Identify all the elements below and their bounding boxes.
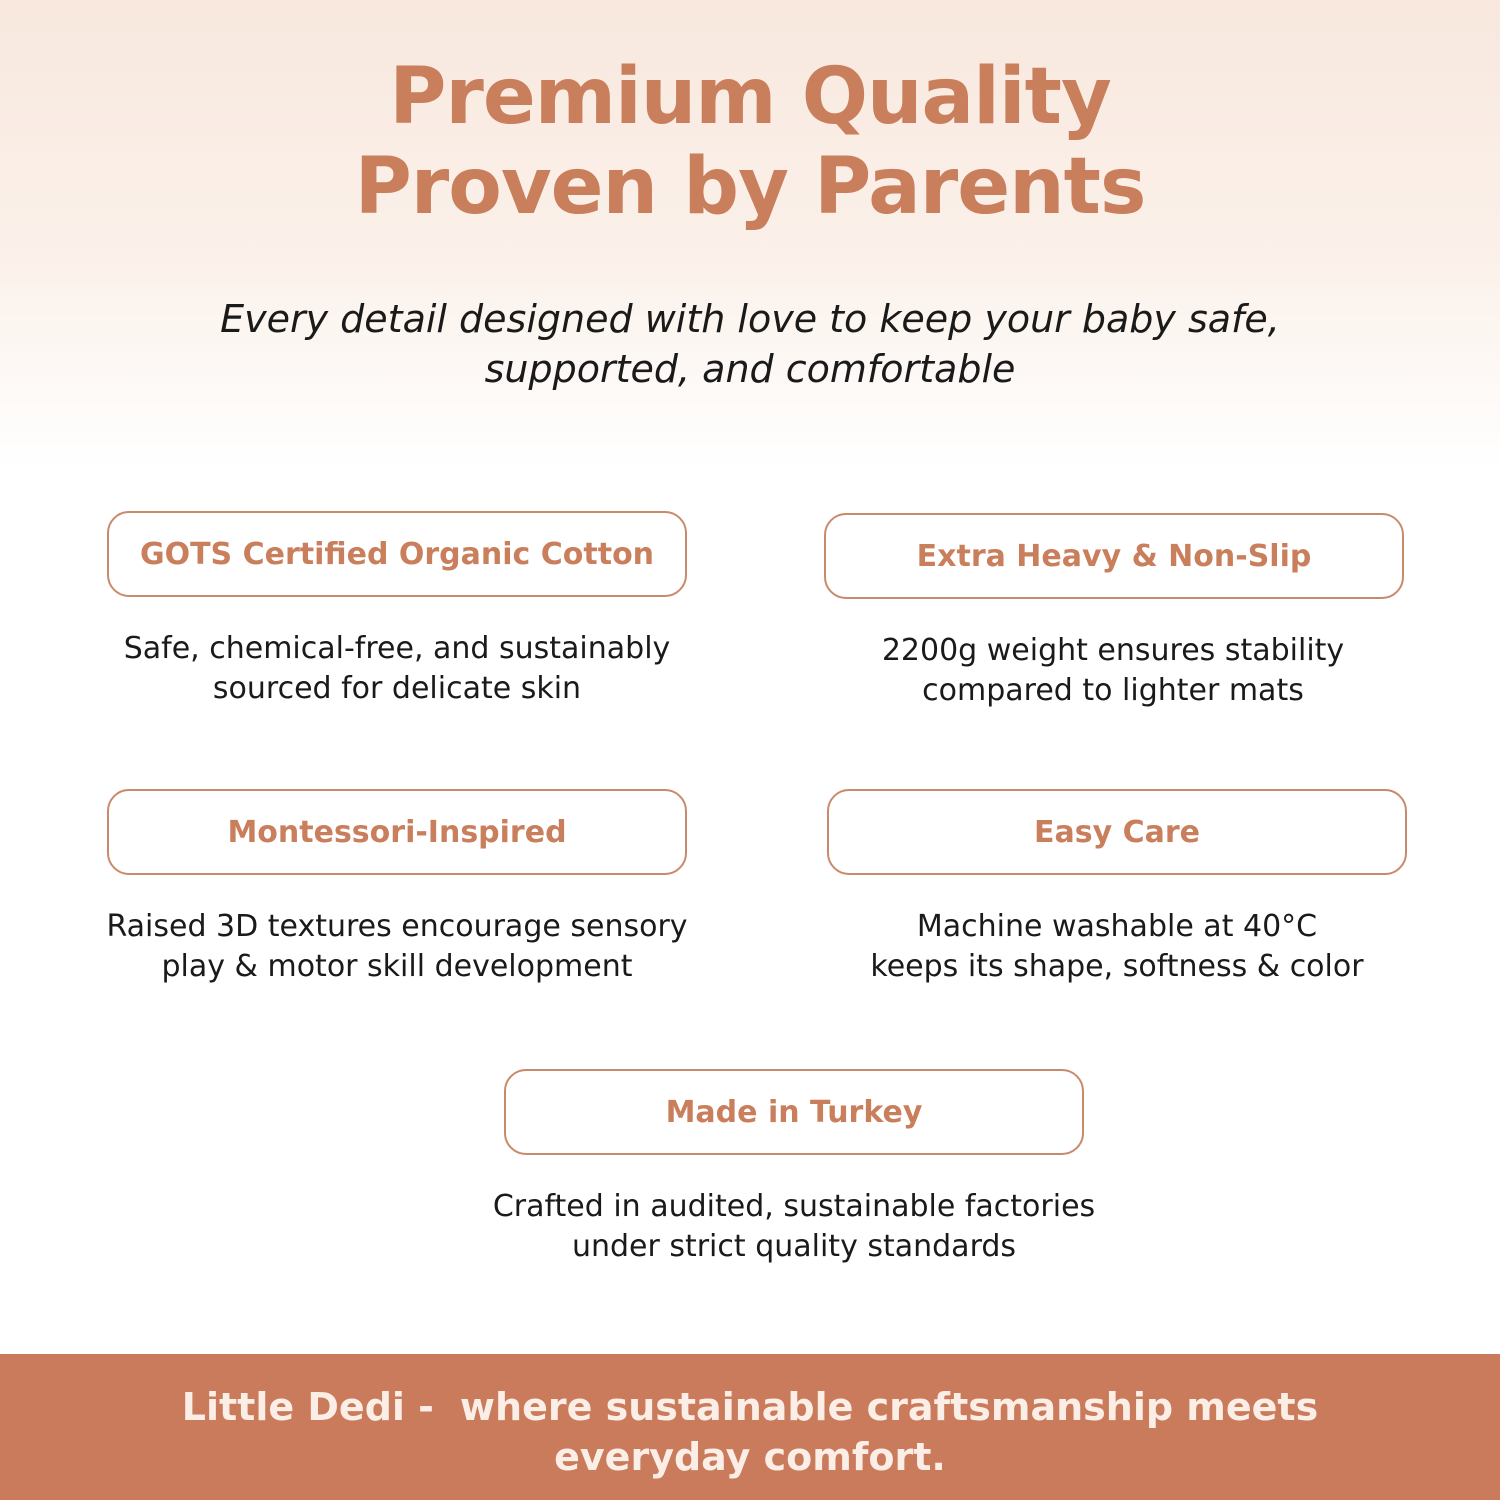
feature-badge-montessori — [107, 789, 687, 875]
feature-description-line: under strict quality standards — [571, 1229, 1017, 1264]
feature-badge-label: GOTS Certified Organic Cotton — [139, 536, 655, 572]
feature-badge-label: Easy Care — [1034, 814, 1200, 850]
feature-badge-made-in-turkey — [504, 1069, 1084, 1155]
feature-description-line: Machine washable at 40°C — [916, 909, 1318, 944]
headline-line-1: Premium Quality — [389, 52, 1111, 142]
feature-description-line: Crafted in audited, sustainable factories — [492, 1189, 1096, 1224]
subtitle-line-2: supported, and comfortable — [484, 347, 1016, 391]
headline — [0, 52, 1500, 232]
feature-description-line: 2200g weight ensures stability — [881, 633, 1345, 668]
headline-line-2: Proven by Parents — [354, 142, 1146, 232]
feature-description-line: play & motor skill development — [161, 949, 633, 984]
footer-line-1 — [0, 1382, 1500, 1432]
feature-description-line: sourced for delicate skin — [212, 671, 582, 706]
feature-description-gots-cotton — [37, 629, 757, 709]
footer-banner — [0, 1354, 1500, 1500]
feature-description-easy-care — [757, 907, 1477, 987]
subtitle-line-1: Every detail designed with love to keep your baby safe, — [220, 297, 1280, 341]
footer-tagline-part-1: where sustainable craftsmanship meets — [459, 1385, 1319, 1429]
feature-description-line: Raised 3D textures encourage sensory — [106, 909, 688, 944]
feature-description-made-in-turkey — [434, 1187, 1154, 1267]
feature-description-montessori — [37, 907, 757, 987]
footer-tagline-part-2: everyday comfort. — [554, 1435, 946, 1479]
feature-badge-extra-heavy — [824, 513, 1404, 599]
feature-badge-gots-cotton — [107, 511, 687, 597]
feature-description-line: compared to lighter mats — [922, 673, 1304, 708]
feature-description-line: Safe, chemical-free, and sustainably — [123, 631, 671, 666]
feature-badge-easy-care — [827, 789, 1407, 875]
subtitle — [0, 294, 1500, 394]
feature-badge-label: Made in Turkey — [665, 1094, 923, 1130]
footer-brand: Little Dedi - — [181, 1385, 434, 1429]
feature-badge-label: Extra Heavy & Non-Slip — [916, 538, 1312, 574]
feature-description-line: keeps its shape, softness & color — [870, 949, 1364, 984]
feature-badge-label: Montessori-Inspired — [227, 814, 567, 850]
feature-description-extra-heavy — [753, 631, 1473, 711]
